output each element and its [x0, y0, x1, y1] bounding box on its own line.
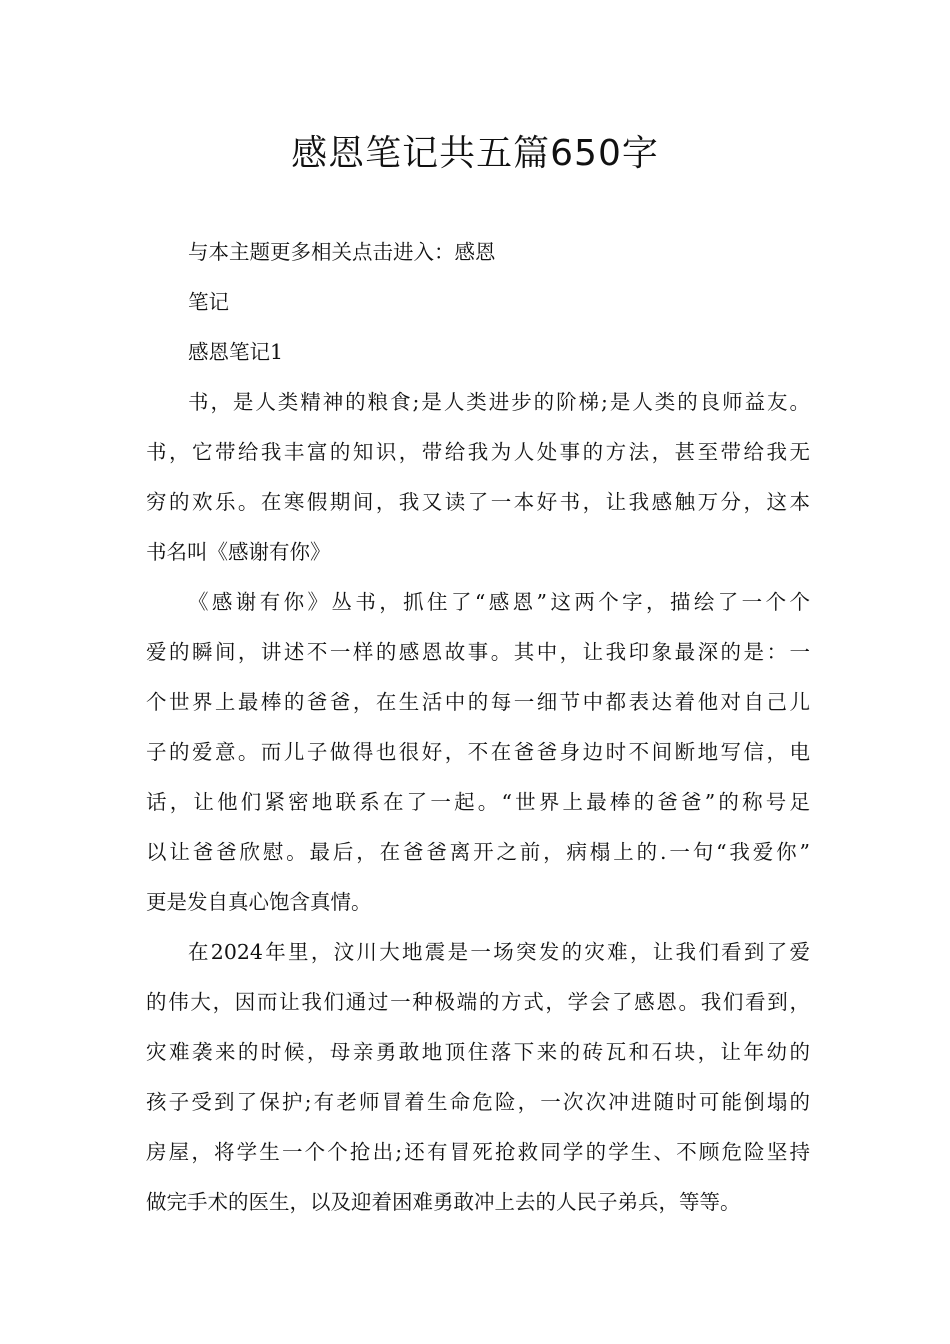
paragraph-2 [146, 577, 810, 927]
paragraph-line: 书，是人类精神的粮食;是人类进步的阶梯;是人类的良师益友。 [188, 390, 810, 414]
paragraph-1 [146, 377, 810, 577]
paragraph-line: 更是发自真心饱含真情。 [146, 890, 372, 914]
paragraph-line: 书，它带给我丰富的知识，带给我为人处事的方法，甚至带给我无 [146, 440, 810, 464]
intro-line: 与本主题更多相关点击进入：感恩 [188, 240, 496, 264]
paragraph-line: 房屋，将学生一个个抢出;还有冒死抢救同学的学生、不顾危险坚持 [146, 1140, 810, 1164]
paragraph-line: 穷的欢乐。在寒假期间，我又读了一本好书，让我感触万分，这本 [146, 490, 810, 514]
paragraph-line: 书名叫《感谢有你》 [146, 540, 331, 564]
paragraph-line: 爱的瞬间，讲述不一样的感恩故事。其中，让我印象最深的是：一 [146, 640, 810, 664]
intro-line-continued: 笔记 [188, 290, 229, 314]
paragraph-line: 的伟大，因而让我们通过一种极端的方式，学会了感恩。我们看到， [146, 990, 810, 1014]
paragraph-line: 子的爱意。而儿子做得也很好，不在爸爸身边时不间断地写信，电 [146, 740, 810, 764]
paragraph-line: 个世界上最棒的爸爸，在生活中的每一细节中都表达着他对自己儿 [146, 690, 810, 714]
paragraph-line: 以让爸爸欣慰。最后，在爸爸离开之前，病榻上的.一句“我爱你” [146, 840, 810, 864]
paragraph-line: 在2024年里，汶川大地震是一场突发的灾难，让我们看到了爱 [188, 940, 810, 964]
paragraph-3 [146, 927, 810, 1227]
document-body [146, 227, 810, 1227]
paragraph-line: 《感谢有你》丛书，抓住了“感恩”这两个字，描绘了一个个 [188, 590, 810, 614]
document-title: 感恩笔记共五篇650字 [291, 133, 659, 174]
paragraph-line: 灾难袭来的时候，母亲勇敢地顶住落下来的砖瓦和石块，让年幼的 [146, 1040, 810, 1064]
paragraph-line: 做完手术的医生，以及迎着困难勇敢冲上去的人民子弟兵，等等。 [146, 1190, 741, 1214]
paragraph-line: 孩子受到了保护;有老师冒着生命危险，一次次冲进随时可能倒塌的 [146, 1090, 810, 1114]
section-heading: 感恩笔记1 [188, 340, 284, 364]
paragraph-line: 话，让他们紧密地联系在了一起。“世界上最棒的爸爸”的称号足 [146, 790, 810, 814]
